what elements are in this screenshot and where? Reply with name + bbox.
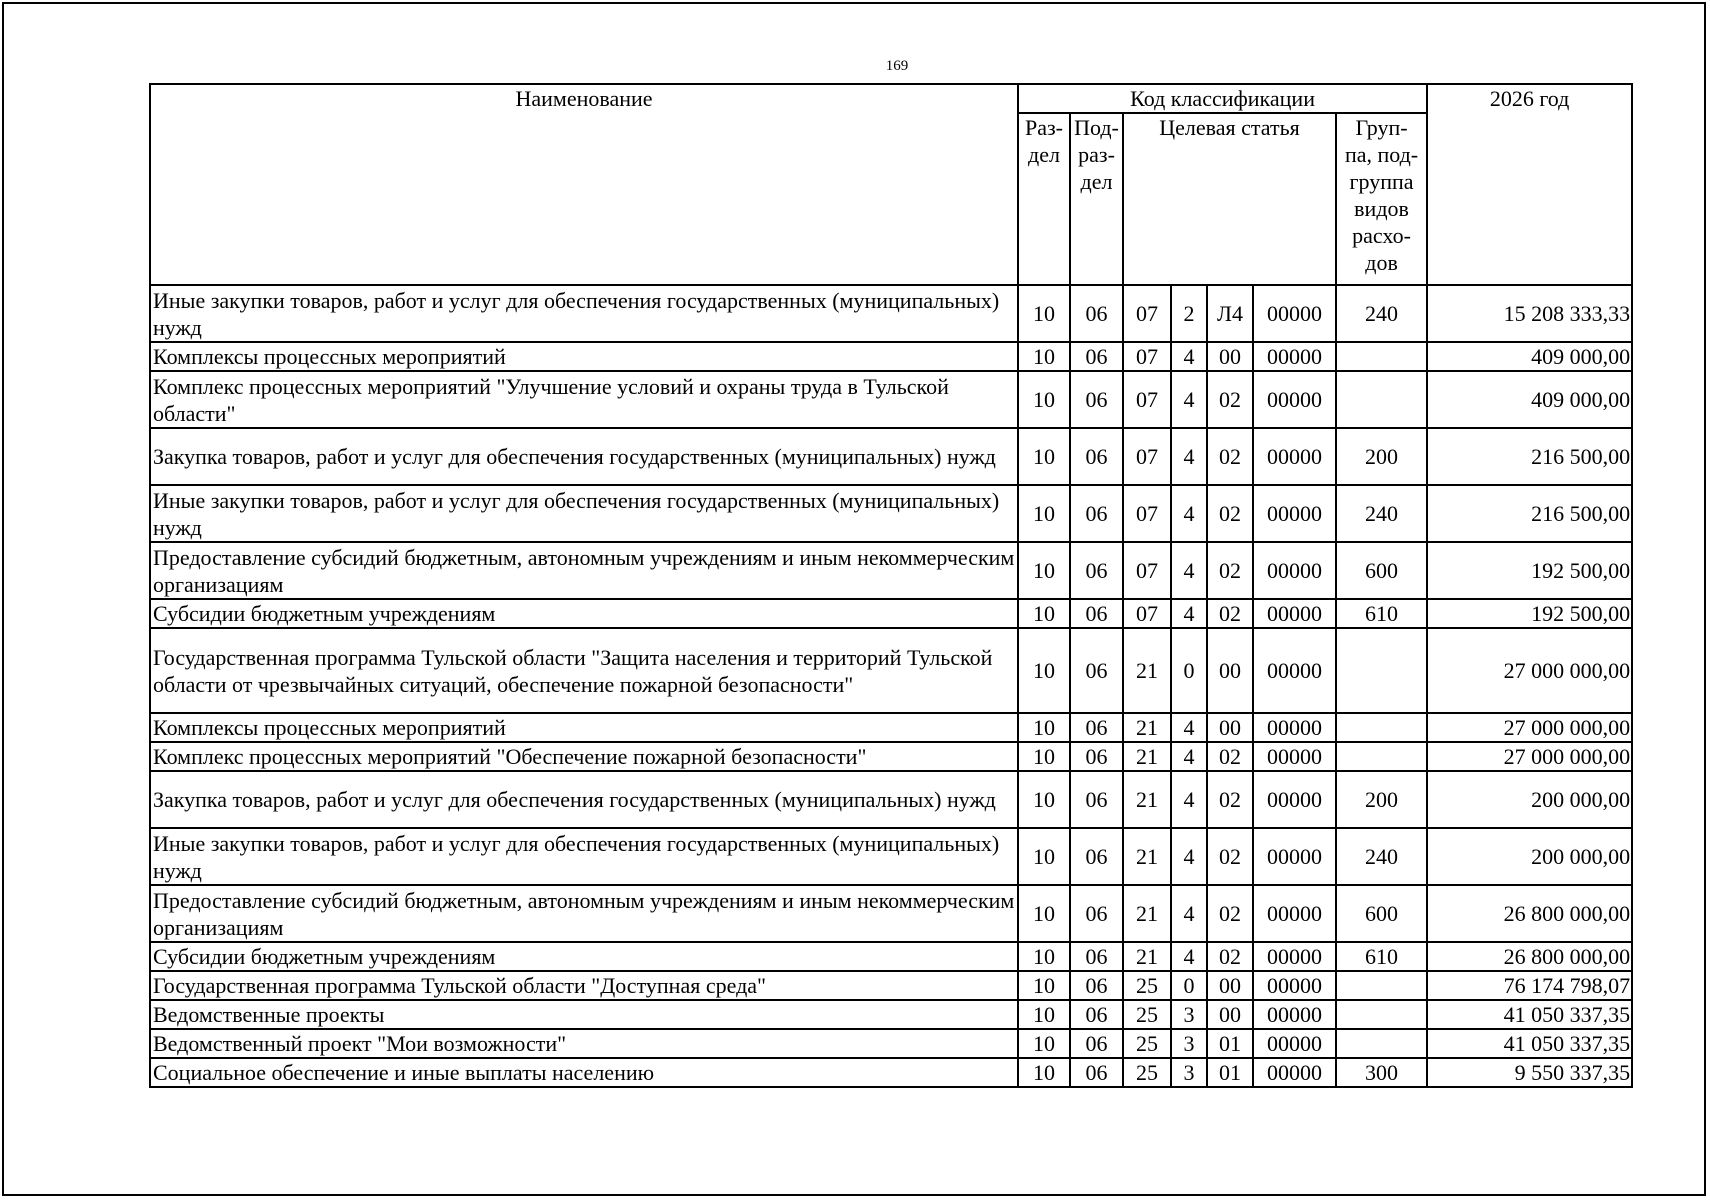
row-amount: 41 050 337,35 — [1427, 1000, 1632, 1029]
row-razdel: 10 — [1018, 1029, 1070, 1058]
row-celevaya-3: 02 — [1207, 599, 1253, 628]
row-celevaya-1: 21 — [1123, 942, 1171, 971]
budget-table — [149, 83, 1633, 1088]
row-podrazdel: 06 — [1070, 1000, 1123, 1029]
row-amount: 409 000,00 — [1427, 371, 1632, 428]
table-row — [150, 828, 1632, 885]
row-celevaya-2: 4 — [1171, 599, 1207, 628]
row-gruppa — [1336, 713, 1427, 742]
row-amount: 409 000,00 — [1427, 342, 1632, 371]
row-gruppa — [1336, 971, 1427, 1000]
row-razdel: 10 — [1018, 342, 1070, 371]
row-amount: 76 174 798,07 — [1427, 971, 1632, 1000]
row-celevaya-3: 02 — [1207, 828, 1253, 885]
row-podrazdel: 06 — [1070, 713, 1123, 742]
row-celevaya-4: 00000 — [1253, 342, 1336, 371]
row-celevaya-4: 00000 — [1253, 771, 1336, 828]
row-celevaya-3: 01 — [1207, 1058, 1253, 1087]
row-razdel: 10 — [1018, 885, 1070, 942]
row-razdel: 10 — [1018, 713, 1070, 742]
row-celevaya-2: 3 — [1171, 1029, 1207, 1058]
row-celevaya-1: 07 — [1123, 599, 1171, 628]
row-celevaya-3: 02 — [1207, 371, 1253, 428]
row-amount: 200 000,00 — [1427, 828, 1632, 885]
row-celevaya-1: 07 — [1123, 542, 1171, 599]
header-name: Наименование — [150, 84, 1018, 285]
row-name: Предоставление субсидий бюджетным, автономным учреждениям и иным некоммерческим организациям — [150, 885, 1018, 942]
table-row — [150, 342, 1632, 371]
row-razdel: 10 — [1018, 828, 1070, 885]
row-gruppa — [1336, 371, 1427, 428]
row-celevaya-3: 02 — [1207, 428, 1253, 485]
row-podrazdel: 06 — [1070, 1058, 1123, 1087]
row-celevaya-1: 21 — [1123, 771, 1171, 828]
row-razdel: 10 — [1018, 771, 1070, 828]
row-celevaya-4: 00000 — [1253, 371, 1336, 428]
table-row — [150, 1029, 1632, 1058]
row-amount: 216 500,00 — [1427, 428, 1632, 485]
row-celevaya-3: 02 — [1207, 485, 1253, 542]
row-celevaya-4: 00000 — [1253, 1029, 1336, 1058]
row-gruppa: 600 — [1336, 542, 1427, 599]
row-celevaya-3: 00 — [1207, 1000, 1253, 1029]
row-celevaya-1: 07 — [1123, 342, 1171, 371]
row-razdel: 10 — [1018, 742, 1070, 771]
row-celevaya-2: 4 — [1171, 371, 1207, 428]
row-gruppa — [1336, 342, 1427, 371]
row-celevaya-2: 4 — [1171, 885, 1207, 942]
row-name: Иные закупки товаров, работ и услуг для обеспечения государственных (муниципальных) нужд — [150, 828, 1018, 885]
row-celevaya-2: 4 — [1171, 485, 1207, 542]
header-gruppa: Груп- па, под- группа видов расхо- дов — [1336, 113, 1427, 285]
table-row — [150, 971, 1632, 1000]
row-celevaya-3: 00 — [1207, 713, 1253, 742]
header-year: 2026 год — [1427, 84, 1632, 285]
row-amount: 26 800 000,00 — [1427, 885, 1632, 942]
row-celevaya-3: 00 — [1207, 628, 1253, 713]
row-name: Закупка товаров, работ и услуг для обеспечения государственных (муниципальных) нужд — [150, 428, 1018, 485]
row-celevaya-1: 07 — [1123, 371, 1171, 428]
row-celevaya-3: 02 — [1207, 742, 1253, 771]
row-celevaya-2: 4 — [1171, 428, 1207, 485]
row-celevaya-1: 07 — [1123, 285, 1171, 342]
row-amount: 27 000 000,00 — [1427, 628, 1632, 713]
row-razdel: 10 — [1018, 542, 1070, 599]
row-razdel: 10 — [1018, 942, 1070, 971]
row-name: Комплексы процессных мероприятий — [150, 713, 1018, 742]
row-name: Комплекс процессных мероприятий "Обеспечение пожарной безопасности" — [150, 742, 1018, 771]
row-podrazdel: 06 — [1070, 885, 1123, 942]
row-celevaya-2: 2 — [1171, 285, 1207, 342]
row-celevaya-3: 02 — [1207, 885, 1253, 942]
row-amount: 15 208 333,33 — [1427, 285, 1632, 342]
row-name: Иные закупки товаров, работ и услуг для обеспечения государственных (муниципальных) нужд — [150, 285, 1018, 342]
row-celevaya-4: 00000 — [1253, 1058, 1336, 1087]
table-row — [150, 628, 1632, 713]
row-podrazdel: 06 — [1070, 371, 1123, 428]
header-celevaya-statya: Целевая статья — [1123, 113, 1336, 285]
row-gruppa — [1336, 1000, 1427, 1029]
row-celevaya-3: 01 — [1207, 1029, 1253, 1058]
row-name: Комплекс процессных мероприятий "Улучшение условий и охраны труда в Тульской области" — [150, 371, 1018, 428]
row-celevaya-3: 02 — [1207, 771, 1253, 828]
row-name: Ведомственный проект "Мои возможности" — [150, 1029, 1018, 1058]
row-amount: 9 550 337,35 — [1427, 1058, 1632, 1087]
row-amount: 41 050 337,35 — [1427, 1029, 1632, 1058]
row-celevaya-2: 4 — [1171, 713, 1207, 742]
row-podrazdel: 06 — [1070, 742, 1123, 771]
table-row — [150, 771, 1632, 828]
row-gruppa: 200 — [1336, 771, 1427, 828]
row-celevaya-3: 02 — [1207, 942, 1253, 971]
row-name: Государственная программа Тульской области "Доступная среда" — [150, 971, 1018, 1000]
table-header — [150, 84, 1632, 285]
table-row — [150, 428, 1632, 485]
header-podrazdel: Под- раз- дел — [1070, 113, 1123, 285]
row-razdel: 10 — [1018, 428, 1070, 485]
row-celevaya-4: 00000 — [1253, 485, 1336, 542]
row-razdel: 10 — [1018, 371, 1070, 428]
row-gruppa: 300 — [1336, 1058, 1427, 1087]
row-celevaya-2: 4 — [1171, 342, 1207, 371]
row-celevaya-4: 00000 — [1253, 285, 1336, 342]
row-celevaya-3: 02 — [1207, 542, 1253, 599]
row-gruppa — [1336, 742, 1427, 771]
row-name: Субсидии бюджетным учреждениям — [150, 599, 1018, 628]
row-gruppa: 240 — [1336, 485, 1427, 542]
table-row — [150, 1058, 1632, 1087]
row-celevaya-4: 00000 — [1253, 828, 1336, 885]
row-name: Комплексы процессных мероприятий — [150, 342, 1018, 371]
row-celevaya-3: 00 — [1207, 342, 1253, 371]
table-row — [150, 371, 1632, 428]
row-name: Ведомственные проекты — [150, 1000, 1018, 1029]
row-podrazdel: 06 — [1070, 828, 1123, 885]
row-celevaya-1: 21 — [1123, 713, 1171, 742]
row-gruppa: 610 — [1336, 942, 1427, 971]
row-celevaya-4: 00000 — [1253, 971, 1336, 1000]
row-podrazdel: 06 — [1070, 342, 1123, 371]
row-podrazdel: 06 — [1070, 428, 1123, 485]
row-razdel: 10 — [1018, 971, 1070, 1000]
row-gruppa — [1336, 628, 1427, 713]
row-podrazdel: 06 — [1070, 971, 1123, 1000]
row-celevaya-2: 4 — [1171, 742, 1207, 771]
row-gruppa: 610 — [1336, 599, 1427, 628]
row-razdel: 10 — [1018, 285, 1070, 342]
table-row — [150, 942, 1632, 971]
row-razdel: 10 — [1018, 628, 1070, 713]
table-row — [150, 713, 1632, 742]
row-gruppa — [1336, 1029, 1427, 1058]
row-celevaya-1: 25 — [1123, 1000, 1171, 1029]
row-name: Государственная программа Тульской области "Защита населения и территорий Тульской области от чрезвычайных ситуаций, обеспечение пожарной безопасности" — [150, 628, 1018, 713]
row-celevaya-4: 00000 — [1253, 428, 1336, 485]
row-celevaya-4: 00000 — [1253, 542, 1336, 599]
row-gruppa: 600 — [1336, 885, 1427, 942]
row-podrazdel: 06 — [1070, 285, 1123, 342]
row-podrazdel: 06 — [1070, 599, 1123, 628]
row-podrazdel: 06 — [1070, 771, 1123, 828]
row-celevaya-1: 25 — [1123, 1029, 1171, 1058]
row-celevaya-2: 0 — [1171, 971, 1207, 1000]
row-celevaya-3: 00 — [1207, 971, 1253, 1000]
row-celevaya-1: 21 — [1123, 742, 1171, 771]
row-razdel: 10 — [1018, 1058, 1070, 1087]
row-name: Социальное обеспечение и иные выплаты населению — [150, 1058, 1018, 1087]
header-code-group: Код классификации — [1018, 84, 1427, 113]
row-celevaya-2: 3 — [1171, 1058, 1207, 1087]
table-body — [150, 285, 1632, 1087]
row-celevaya-2: 3 — [1171, 1000, 1207, 1029]
row-celevaya-2: 4 — [1171, 828, 1207, 885]
row-name: Субсидии бюджетным учреждениям — [150, 942, 1018, 971]
table-row — [150, 742, 1632, 771]
row-celevaya-4: 00000 — [1253, 628, 1336, 713]
row-razdel: 10 — [1018, 485, 1070, 542]
table-row — [150, 1000, 1632, 1029]
row-celevaya-4: 00000 — [1253, 742, 1336, 771]
row-amount: 27 000 000,00 — [1427, 713, 1632, 742]
row-podrazdel: 06 — [1070, 628, 1123, 713]
row-amount: 192 500,00 — [1427, 542, 1632, 599]
row-podrazdel: 06 — [1070, 485, 1123, 542]
row-celevaya-1: 25 — [1123, 1058, 1171, 1087]
row-celevaya-1: 21 — [1123, 828, 1171, 885]
row-name: Закупка товаров, работ и услуг для обеспечения государственных (муниципальных) нужд — [150, 771, 1018, 828]
row-razdel: 10 — [1018, 1000, 1070, 1029]
row-name: Предоставление субсидий бюджетным, автономным учреждениям и иным некоммерческим организациям — [150, 542, 1018, 599]
table-row — [150, 285, 1632, 342]
row-celevaya-4: 00000 — [1253, 942, 1336, 971]
row-gruppa: 240 — [1336, 828, 1427, 885]
row-celevaya-4: 00000 — [1253, 1000, 1336, 1029]
table-row — [150, 885, 1632, 942]
table-row — [150, 542, 1632, 599]
row-celevaya-1: 21 — [1123, 885, 1171, 942]
row-celevaya-4: 00000 — [1253, 885, 1336, 942]
row-celevaya-1: 07 — [1123, 485, 1171, 542]
row-celevaya-1: 07 — [1123, 428, 1171, 485]
row-celevaya-4: 00000 — [1253, 713, 1336, 742]
table-row — [150, 485, 1632, 542]
row-podrazdel: 06 — [1070, 1029, 1123, 1058]
row-celevaya-2: 0 — [1171, 628, 1207, 713]
row-amount: 200 000,00 — [1427, 771, 1632, 828]
row-gruppa: 200 — [1336, 428, 1427, 485]
row-razdel: 10 — [1018, 599, 1070, 628]
row-celevaya-2: 4 — [1171, 542, 1207, 599]
row-celevaya-3: Л4 — [1207, 285, 1253, 342]
row-name: Иные закупки товаров, работ и услуг для обеспечения государственных (муниципальных) нужд — [150, 485, 1018, 542]
table-row — [150, 599, 1632, 628]
row-amount: 192 500,00 — [1427, 599, 1632, 628]
row-celevaya-2: 4 — [1171, 771, 1207, 828]
row-gruppa: 240 — [1336, 285, 1427, 342]
row-podrazdel: 06 — [1070, 542, 1123, 599]
row-celevaya-1: 21 — [1123, 628, 1171, 713]
page-number: 169 — [885, 58, 909, 74]
row-celevaya-1: 25 — [1123, 971, 1171, 1000]
row-amount: 26 800 000,00 — [1427, 942, 1632, 971]
row-celevaya-4: 00000 — [1253, 599, 1336, 628]
row-amount: 216 500,00 — [1427, 485, 1632, 542]
row-amount: 27 000 000,00 — [1427, 742, 1632, 771]
row-celevaya-2: 4 — [1171, 942, 1207, 971]
header-razdel: Раз- дел — [1018, 113, 1070, 285]
row-podrazdel: 06 — [1070, 942, 1123, 971]
